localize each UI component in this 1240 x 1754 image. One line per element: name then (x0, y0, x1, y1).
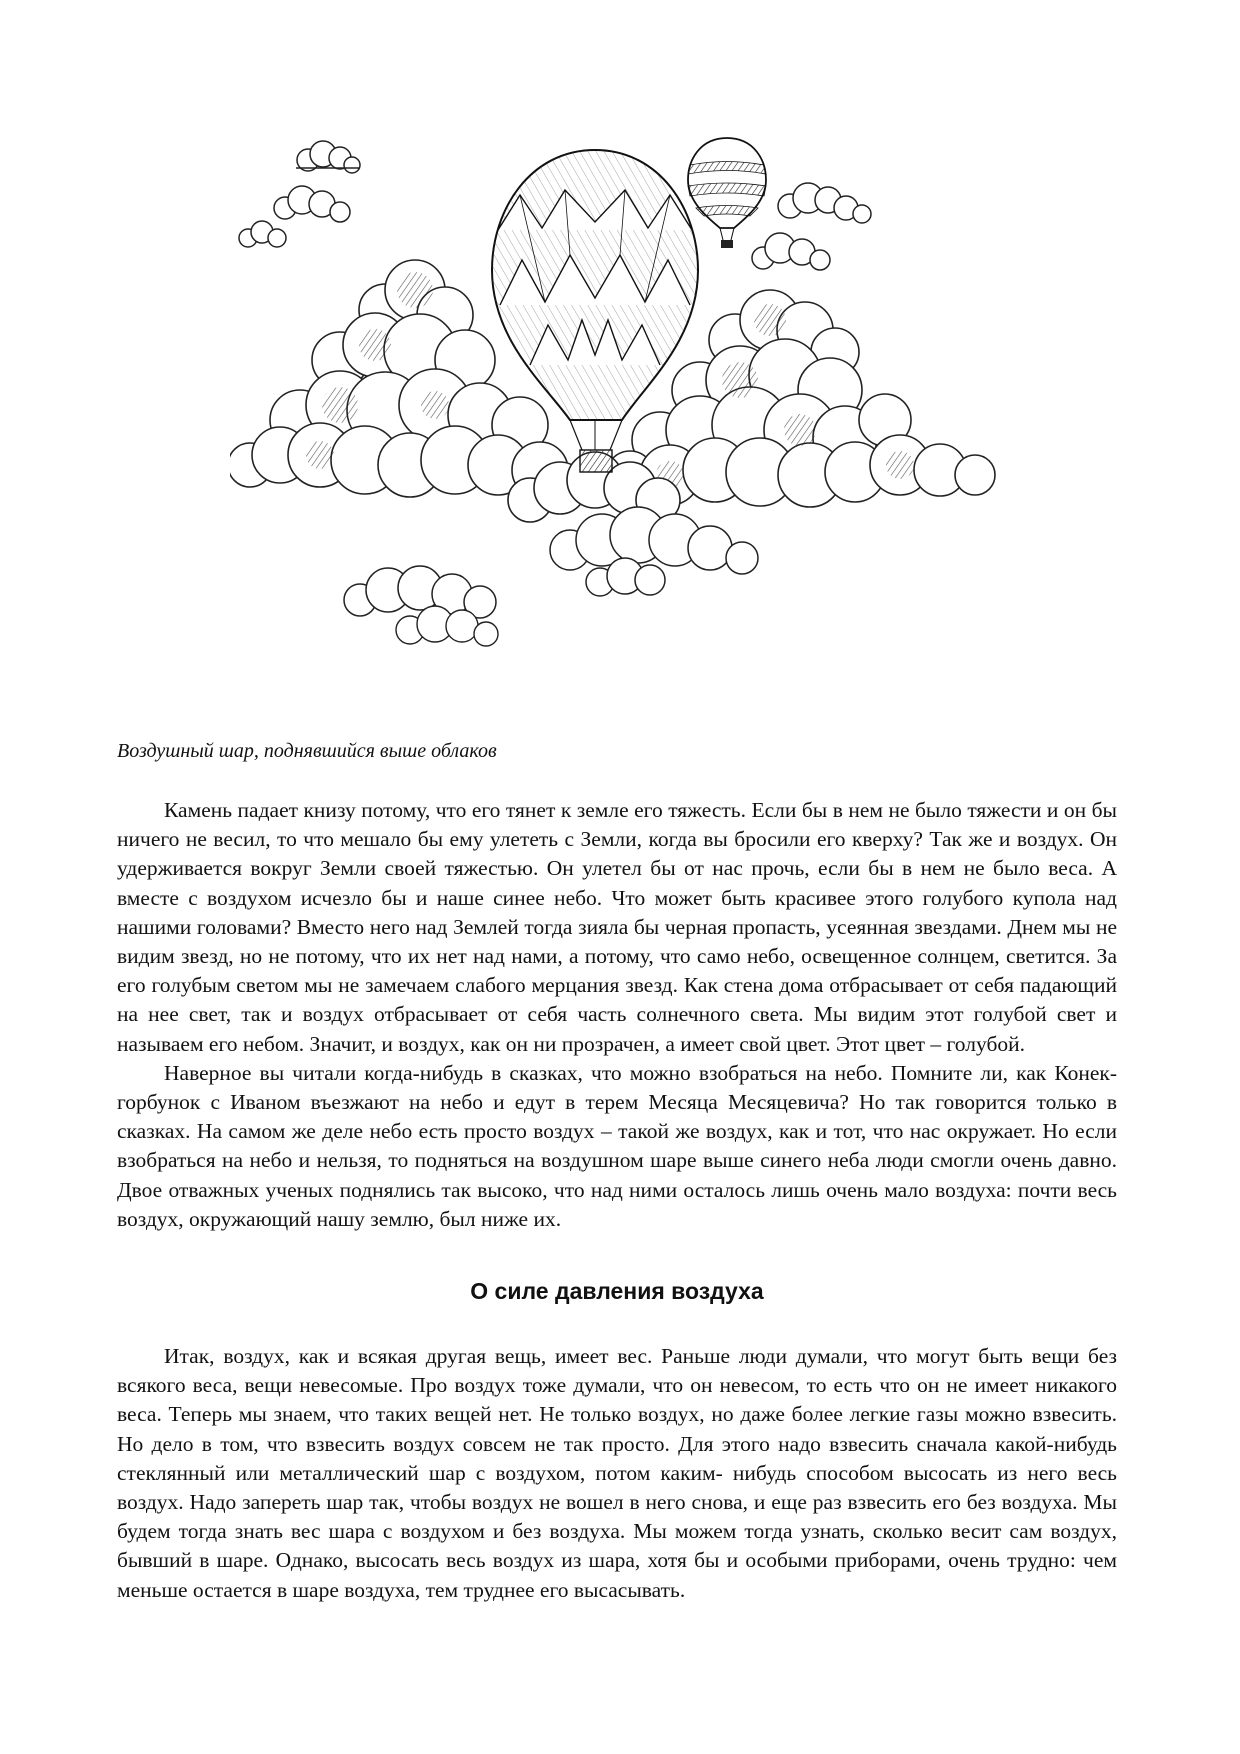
small-cloud (274, 186, 350, 222)
cloud-lower (344, 507, 758, 618)
small-cloud (778, 183, 871, 223)
section-heading: О силе давления воздуха (470, 1278, 764, 1304)
small-balloon (688, 138, 766, 248)
text-block-intro (117, 796, 1117, 1234)
text-block-section (117, 1342, 1117, 1605)
small-cloud (752, 233, 830, 270)
small-cloud (296, 141, 360, 173)
paragraph: Итак, воздух, как и всякая другая вещь, имеет вес. Раньше люди думали, что могут быть вещи без всякого веса, вещи невесомые. Про воздух тоже думали, что он невесом, то есть что он не имеет никакого веса. Теперь мы знаем, что таких вещей нет. Не только воздух, но даже более легкие газы можно взвесить. Но дело в том, что взвесить воздух совсем не так просто. Для этого надо взвесить сначала какой-нибудь стеклянный или металлический шар с воздухом, потом каким- нибудь способом высосать из него весь воздух. Надо запереть шар так, чтобы воздух не вошел в него снова, и еще раз взвесить его без воздуха. Мы будем тогда знать вес шара с воздухом и без воздуха. Мы можем тогда узнать, сколько весит сам воздух, бывший в шаре. Однако, высосать весь воздух из шара, хотя бы и особыми приборами, очень трудно: чем меньше остается в шаре воздуха, тем труднее его высасывать. (117, 1344, 1117, 1602)
paragraph: Камень падает книзу потому, что его тянет к земле его тяжесть. Если бы в нем не было тяжести и он бы ничего не весил, то что мешало бы ему улететь с Земли, когда вы бросили его кверху? Так же и воздух. Он удерживается вокруг Земли своей тяжестью. Он улетел бы от нас прочь, если бы в нем не было веса. А вместе с воздухом исчезло бы и наше синее небо. Что может быть красивее этого голубого купола над нашими головами? Вместо него над Землей тогда зияла бы черная пропасть, усеянная звездами. Днем мы не видим звезд, но не потому, что их нет над нами, а потому, что само небо, освещенное солнцем, светится. За его голубым светом мы не замечаем слабого мерцания звезд. Как стена дома отбрасывает от себя падающий на нее свет, так и воздух отбрасывает от себя часть солнечного света. Мы видим этот голубой свет и называем его небом. Значит, и воздух, как он ни прозрачен, а имеет свой цвет. Этот цвет – голубой. (117, 798, 1117, 1056)
small-cloud (239, 221, 286, 247)
paragraph: Наверное вы читали когда-нибудь в сказках, что можно взобраться на небо. Помните ли, как Конек-горбунок с Иваном въезжают на небо и едут в терем Месяца Месяцевича? Но так говорится только в сказках. На самом же деле небо есть просто воздух – такой же воздух, как и тот, что нас окружает. Но если взобраться на небо и нельзя, то подняться на воздушном шаре выше синего неба люди смогли очень давно. Двое отважных ученых поднялись так высоко, что над ними осталось лишь очень мало воздуха: почти весь воздух, окружающий нашу землю, был ниже их. (117, 1060, 1117, 1231)
figure-caption: Воздушный шар, поднявшийся выше облаков (117, 740, 497, 762)
hot-air-balloon-illustration (230, 120, 1010, 720)
